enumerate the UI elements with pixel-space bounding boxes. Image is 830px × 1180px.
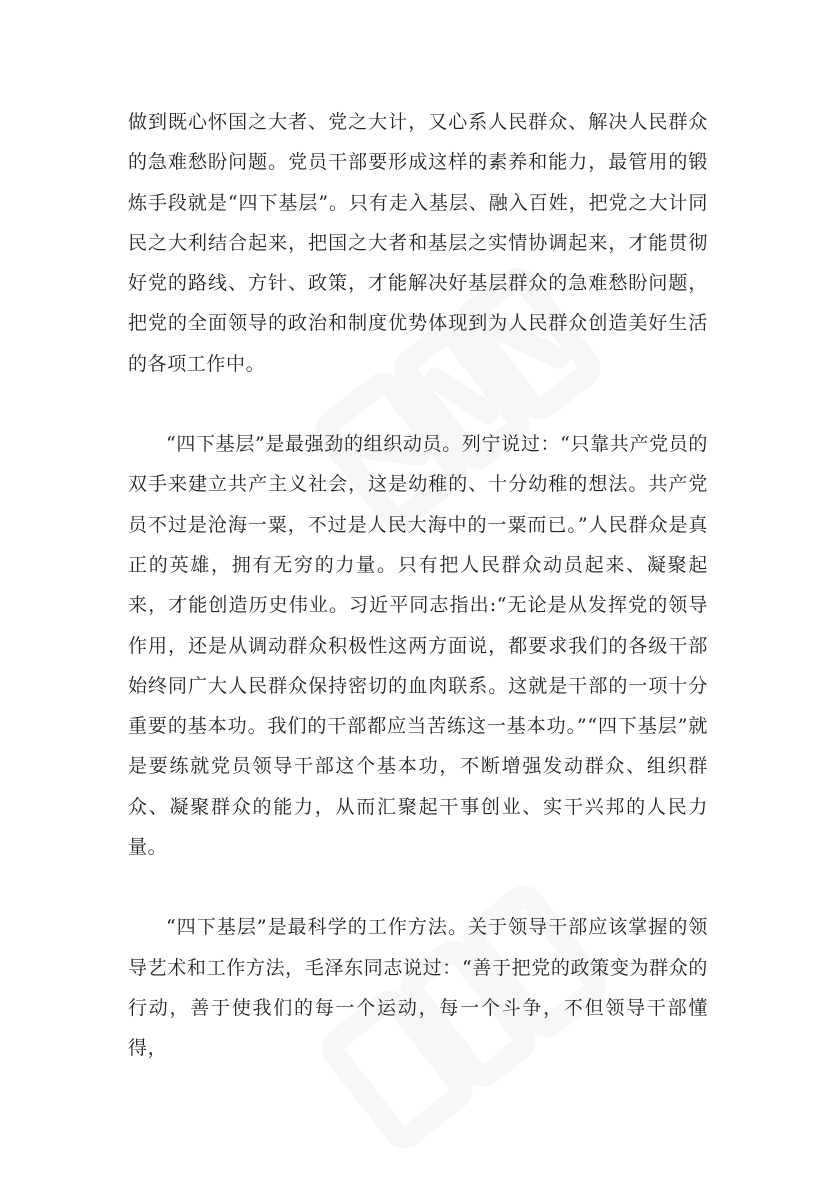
paragraph-2: “四下基层”是最强劲的组织动员。列宁说过：“只靠共产党员的双手来建立共产主义社会，这是幼稚的、十分幼稚的想法。共产党员不过是沧海一粟，不过是人民大海中的一粟而已。”人民群众是真正的英雄，拥有无穷的力量。只有把人民群众动员起来、凝聚起来，才能创造历史伟业。习近平同志指出:“无论是从发挥党的领导作用，还是从调动群众积极性这两方面说，都要求我们的各级干部始终同广大人民群众保持密切的血肉联系。这就是干部的一项十分重要的基本功。我们的干部都应当苦练这一基本功。”“四下基层”就是要练就党员领导干部这个基本功，不断增强发动群众、组织群众、凝聚群众的能力，从而汇聚起干事创业、实干兴邦的人民力量。: [128, 433, 708, 859]
paragraph-3: “四下基层”是最科学的工作方法。关于领导干部应该掌握的领导艺术和工作方法，毛泽东同志说过：“善于把党的政策变为群众的行动，善于使我们的每一个运动，每一个斗争，不但领导干部懂得，: [128, 916, 708, 1060]
paragraph-1: 做到既心怀国之大者、党之大计，又心系人民群众、解决人民群众的急难愁盼问题。党员干部要形成这样的素养和能力，最管用的锻炼手段就是“四下基层”。只有走入基层、融入百姓，把党之大计同民之大利结合起来，把国之大者和基层之实情协调起来，才能贯彻好党的路线、方针、政策，才能解决好基层群众的急难愁盼问题，把党的全面领导的政治和制度优势体现到为人民群众创造美好生活的各项工作中。: [128, 111, 708, 375]
document-body: [128, 102, 708, 1069]
paragraph-spacer: [128, 867, 708, 907]
paragraph-spacer: [128, 384, 708, 424]
